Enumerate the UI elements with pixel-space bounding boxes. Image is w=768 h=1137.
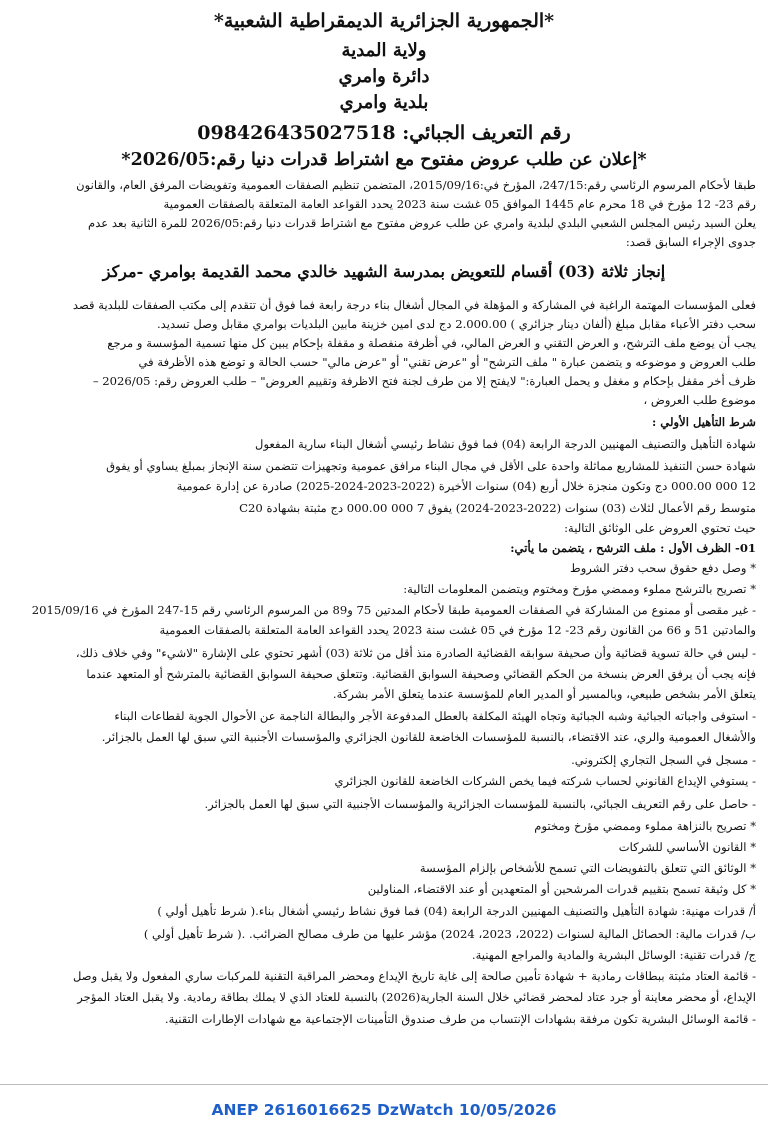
- commune-heading: بلدية وامري: [339, 92, 429, 113]
- envelope-item: - يستوفي الإيداع القانوني لحساب شركته فيما يخص الشركات الخاضعة للقانون الجزائري: [334, 774, 756, 788]
- envelope-item: الإيداع، أو محضر معاينة أو جرد عتاد لمحضر قضائي خلال السنة الجارية(2026) بالنسبة للعتاد الذي لا يملك بطاقة رمادية. ولا يقبل العتاد المؤجر: [77, 990, 756, 1004]
- intro-line: طبقا لأحكام المرسوم الرئاسي رقم:247/15، المؤرخ في:2015/09/16، المتضمن تنظيم الصفقات العمومية وتفويضات المرفق العام، والقانون: [76, 178, 756, 192]
- envelope-item: والمادتين 51 و 66 من القانون رقم 23- 12 مؤرخ في 05 غشت سنة 2023 يحدد القواعد العامة المتعلقة بالصفقات العمومية: [159, 623, 756, 637]
- envelope-item: أ/ قدرات مهنية: شهادة التأهيل والتصنيف المهنيين الدرجة الرابعة (04) فما فوق نشاط رئيسي أشغال بناء.( شرط تأهيل أولي ): [157, 904, 756, 918]
- qualification-line: شهادة التأهيل والتصنيف المهنيين الدرجة الرابعة (04) فما فوق نشاط رئيسي أشغال البناء سارية المفعول: [255, 437, 756, 451]
- daira-heading: دائرة وامري: [338, 66, 430, 87]
- envelope-item: * تصريح بالترشح مملوء وممضي مؤرخ ومختوم ويتضمن المعلومات التالية:: [403, 582, 756, 596]
- envelope-item: ب/ قدرات مالية: الحصائل المالية لسنوات (2022، 2023، 2024) مؤشر عليها من طرف مصالح الضرائب. .( شرط تأهيل أولي ): [143, 927, 756, 941]
- notice-title: *إعلان عن طلب عروض مفتوح مع اشتراط قدرات دنيا رقم:2026/05*: [121, 150, 647, 170]
- envelope-item: * تصريح بالنزاهة مملوء وممضي مؤرخ ومختوم: [534, 819, 756, 833]
- tax-id: رقم التعريف الجبائي: 098426435027518: [197, 122, 571, 144]
- body-line: فعلى المؤسسات المهتمة الراغبة في المشاركة و المؤهلة في المجال أشغال بناء درجة رابعة فما فوق أن تتقدم إلى مكتب الصفقات للبلدية قصد: [72, 298, 756, 312]
- envelope-item: - قائمة العتاد مثبتة ببطاقات رمادية + شهادة تأمين صالحة إلى غاية تاريخ الإيداع ومحضر المراقبة التقنية للمركبات ساري المفعول ولا يقبل وصل: [72, 969, 756, 983]
- body-line: موضوع طلب العروض ،: [643, 393, 756, 407]
- intro-line: رقم 23- 12 مؤرخ في 18 محرم عام 1445 الموافق 05 غشت سنة 2023 يحدد القواعد العامة المتعلقة بالصفقات العمومية: [163, 197, 756, 211]
- envelope-item: فإنه يجب أن يرفق العرض بنسخة من الحكم القضائي وصحيفة السوابق القضائية. وتتعلق صحيفة السوابق القضائية بالمترشح أو المتعهد عندما: [86, 667, 756, 681]
- envelope-item: - قائمة الوسائل البشرية تكون مرفقة بشهادات الإنتساب من طرف صندوق التأمينات الإجتماعية مع شهادات الإطارات التقنية.: [164, 1012, 756, 1026]
- envelope-item: * كل وثيقة تسمح بتقييم قدرات المرشحين أو المتعهدين أو عند الاقتضاء، المناولين: [367, 882, 756, 896]
- body-line: طلب العروض و موضوعه و يتضمن عبارة " ملف الترشح" أو "عرض تقني" أو "عرض مالي" حسب الحالة و توضع هذه الأظرفة في: [138, 355, 756, 369]
- body-line: سحب دفتر الأعباء مقابل مبلغ (ألفان دينار جزائري ) 2.000.00 دج لدى امين خزينة مابين البلديات بوامري مقابل وصل تسديد.: [157, 317, 756, 331]
- envelope-item: يتعلق الأمر بشخص طبيعي، وبالمسير أو المدير العام للمؤسسة عندما يتعلق الأمر بشركة.: [332, 687, 756, 701]
- qualification-title: شرط التأهيل الأولي :: [651, 415, 756, 429]
- republic-heading: *الجمهورية الجزائرية الديمقراطية الشعبية*: [213, 10, 555, 32]
- envelope-item: - غير مقصى أو ممنوع من المشاركة في الصفقات العمومية طبقا لأحكام المدتين 75 و89 من المرسوم الرئاسي رقم 15-247 المؤرخ في 2015/09/16: [31, 603, 756, 617]
- source-footer: ANEP 2616016625 DzWatch 10/05/2026: [211, 1101, 557, 1119]
- envelope-item: والأشغال العمومية والري، عند الاقتضاء، بالنسبة للمؤسسات الخاضعة للقانون الجزائري والمؤسسات الأجنبية التي سبق لها العمل بالجزائر.: [101, 730, 756, 744]
- qualification-line: حيث تحتوي العروض على الوثائق التالية:: [564, 521, 756, 535]
- envelope-item: * الوثائق التي تتعلق بالتفويضات التي تسمح للأشخاص بإلزام المؤسسة: [419, 861, 756, 875]
- intro-line: يعلن السيد رئيس المجلس الشعبي البلدي لبلدية وامري عن طلب عروض مفتوح مع اشتراط قدرات دنيا رقم:2026/05 للمرة الثانية بعد عدم: [88, 216, 756, 230]
- qualification-line: شهادة حسن التنفيذ للمشاريع مماثلة واحدة على الأقل في مجال البناء مرافق عمومية وتجهيزات تتضمن سنة الإنجاز بمبلغ يساوي أو يفوق: [106, 459, 756, 473]
- footer-divider: [0, 1084, 768, 1085]
- wilaya-heading: ولاية المدية: [341, 40, 427, 61]
- envelope-item: - حاصل على رقم التعريف الجبائي، بالنسبة للمؤسسات الجزائرية والمؤسسات الأجنبية التي سبق لها العمل بالجزائر.: [204, 797, 756, 811]
- body-line: ظرف أخر مقفل بإحكام و مغفل و يحمل العبارة:" لايفتح إلا من طرف لجنة فتح الاظرفة وتقييم العروض" – طلب العروض رقم: 2026/05 –: [92, 374, 756, 388]
- qualification-line: متوسط رقم الأعمال لثلاث (03) سنوات (2022-2023-2024) يفوق 7 000 000.00 دج مثبتة بشهادة C20: [239, 501, 756, 515]
- body-line: يجب أن يوضع ملف الترشح، و العرض التقني و العرض المالي، في أظرفة منفصلة و مقفلة بإحكام يبين كل منها تسمية المؤسسة و مرجع: [107, 336, 756, 350]
- envelope-item: - استوفى واجباته الجبائية وشبه الجبائية وتجاه الهيئة المكلفة بالعطل المدفوعة الأجر والبطالة الناجمة عن الأحوال الجوية لقطاعات البناء: [114, 709, 756, 723]
- qualification-line: 12 000 000.00 دج وتكون منجزة خلال أربع (04) سنوات الأخيرة (2022-2023-2024-2025) صادرة عن إدارة عمومية: [176, 479, 756, 493]
- envelope-title: 01- الظرف الأول : ملف الترشح ، يتضمن ما يأتي:: [510, 541, 756, 555]
- envelope-item: * القانون الأساسي للشركات: [618, 840, 756, 854]
- envelope-item: - مسجل في السجل التجاري إلكتروني.: [571, 753, 756, 767]
- envelope-item: * وصل دفع حقوق سحب دفتر الشروط: [569, 561, 756, 575]
- envelope-item: - ليس في حالة تسوية قضائية وأن صحيفة سوابقه القضائية الصادرة منذ أقل من ثلاثة (03) أشهر تحتوي على الإشارة "لاشيء" وفي خلاف ذلك،: [75, 646, 756, 660]
- envelope-item: ج/ قدرات تقنية: الوسائل البشرية والمادية والمراجع المهنية.: [471, 948, 756, 962]
- project-subject: إنجاز ثلاثة (03) أقسام للتعويض بمدرسة الشهيد خالدي محمد القديمة بوامري -مركز: [102, 262, 666, 281]
- intro-line: جدوى الإجراء السابق قصد:: [625, 235, 756, 249]
